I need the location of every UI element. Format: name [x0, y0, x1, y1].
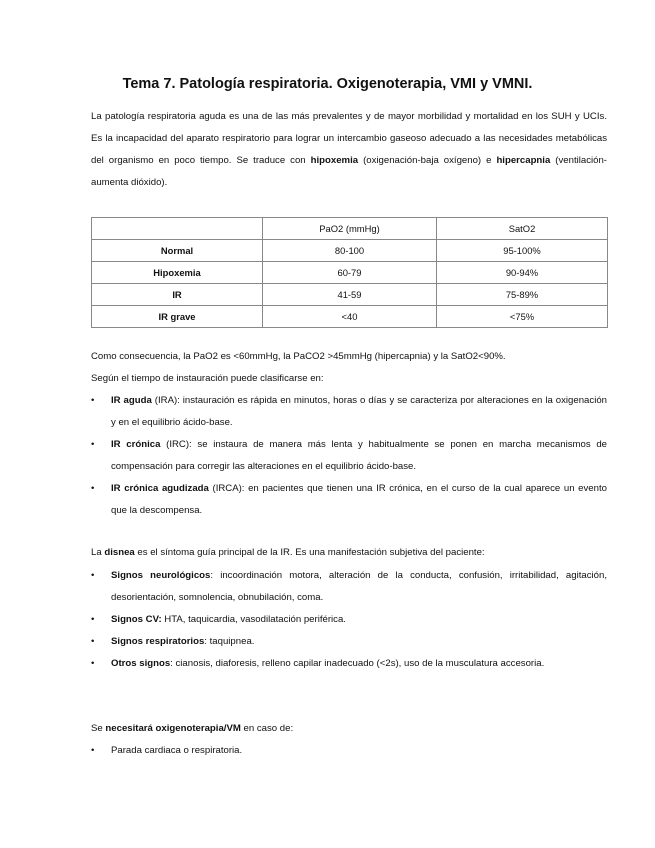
- list-item: [91, 740, 607, 762]
- list-item: [91, 631, 607, 653]
- row-label: IR grave: [92, 306, 263, 328]
- page-title: Tema 7. Patología respiratoria. Oxigenoterapia, VMI y VMNI.: [122, 76, 533, 92]
- row-label: Normal: [92, 240, 263, 262]
- term: disnea: [104, 547, 135, 558]
- description: : taquipnea.: [204, 636, 255, 647]
- intro-text: (oxigenación-baja oxígeno) e: [358, 155, 497, 166]
- list-item: [91, 565, 607, 609]
- need-text: [91, 718, 607, 740]
- description: (IRCA): en pacientes que tienen una IR crónica, en el curso de la cual aparece un evento que la descompensa.: [111, 483, 607, 516]
- table-row: [92, 240, 608, 262]
- term: necesitará oxigenoterapia/VM: [105, 723, 241, 734]
- cell: 60-79: [263, 262, 437, 284]
- term: IR aguda: [111, 395, 152, 406]
- bullet-icon: •: [91, 439, 95, 450]
- header-cell: [92, 218, 263, 240]
- term: IR crónica: [111, 439, 161, 450]
- term: Signos respiratorios: [111, 636, 205, 647]
- table-row: [92, 262, 608, 284]
- intro-paragraph: [91, 106, 607, 194]
- bullet-icon: •: [91, 614, 95, 625]
- table-row: [92, 306, 608, 328]
- row-label: Hipoxemia: [92, 262, 263, 284]
- term: Otros signos: [111, 658, 171, 669]
- description: (IRC): se instaura de manera más lenta y habitualmente se ponen en marcha mecanismos de compensación para corregir las alteraciones en el equilibrio ácido-base.: [111, 439, 608, 472]
- cases-list: [91, 740, 607, 762]
- dyspnea-text: [91, 542, 607, 564]
- row-label: IR: [92, 284, 263, 306]
- term: Signos neurológicos: [111, 570, 211, 581]
- cell: <40: [263, 306, 437, 328]
- bullet-icon: •: [91, 745, 95, 756]
- cell: <75%: [437, 306, 608, 328]
- gas-table: [91, 217, 608, 328]
- cell: 75-89%: [437, 284, 608, 306]
- intro-text: (ventilación-aumenta dióxido).: [91, 155, 608, 188]
- cell: 80-100: [263, 240, 437, 262]
- term-hipercapnia: hipercapnia: [496, 155, 551, 166]
- term: IR crónica agudizada: [111, 483, 209, 494]
- text: es el síntoma guía principal de la IR. Es una manifestación subjetiva del paciente:: [134, 547, 485, 558]
- bullet-icon: •: [91, 483, 95, 494]
- description: (IRA): instauración es rápida en minutos, horas o días y se caracteriza por alteraciones en la oxigenación y en el equilibrio ácido-base.: [111, 395, 607, 428]
- description: HTA, taquicardia, vasodilatación periférica.: [161, 614, 346, 625]
- classify-text: Según el tiempo de instauración puede clasificarse en:: [91, 373, 324, 384]
- table-header-row: [92, 218, 608, 240]
- table-row: [92, 284, 608, 306]
- term: Signos CV:: [111, 614, 162, 625]
- cell: 95-100%: [437, 240, 608, 262]
- cell: 41-59: [263, 284, 437, 306]
- text: en caso de:: [240, 723, 294, 734]
- text: Se: [91, 723, 106, 734]
- ir-types-list: [91, 390, 607, 522]
- intro-text: La patología respiratoria aguda es una de las más prevalentes y de mayor morbilidad y mortalidad en los SUH y UCIs. Es la incapacidad del aparato respiratorio para lograr un intercambio gaseoso adecuado a las necesidades metabólicas del organismo en poco tiempo. Se traduce con: [91, 111, 607, 166]
- text: La: [91, 547, 105, 558]
- list-item: [91, 478, 607, 522]
- description: : incoordinación motora, alteración de la conducta, confusión, irritabilidad, agitación, desorientación, somnolencia, obnubilación, coma.: [111, 570, 607, 603]
- list-item: [91, 653, 607, 675]
- consequence-text: Como consecuencia, la PaO2 es <60mmHg, la PaCO2 >45mmHg (hipercapnia) y la SatO2<90%.: [91, 351, 506, 362]
- header-cell: PaO2 (mmHg): [263, 218, 437, 240]
- bullet-icon: •: [91, 395, 95, 406]
- signs-list: [91, 565, 607, 675]
- bullet-icon: •: [91, 636, 95, 647]
- list-item: [91, 609, 607, 631]
- description: : cianosis, diaforesis, relleno capilar inadecuado (<2s), uso de la musculatura accesoria.: [170, 658, 545, 669]
- list-item: [91, 434, 607, 478]
- term-hipoxemia: hipoxemia: [310, 155, 359, 166]
- cell: 90-94%: [437, 262, 608, 284]
- bullet-icon: •: [91, 658, 95, 669]
- description: Parada cardiaca o respiratoria.: [111, 745, 243, 756]
- bullet-icon: •: [91, 570, 95, 581]
- header-cell: SatO2: [437, 218, 608, 240]
- list-item: [91, 390, 607, 434]
